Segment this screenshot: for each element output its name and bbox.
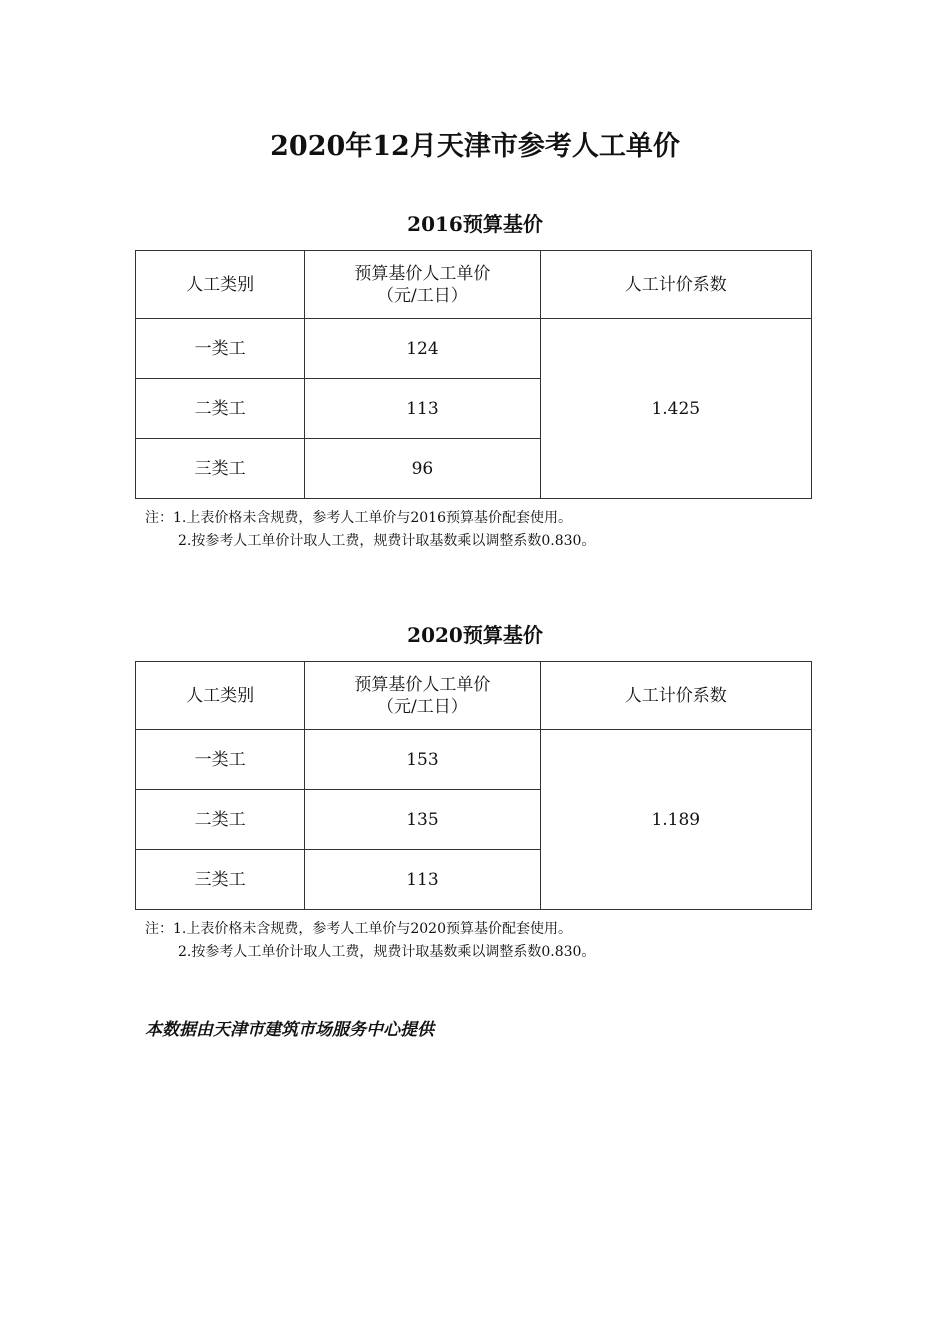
table-row [136, 319, 812, 379]
cell-price: 124 [305, 319, 540, 379]
cell-category: 二类工 [136, 790, 305, 850]
cell-category: 三类工 [136, 439, 305, 499]
note-line-1: 注：1.上表价格未含规费，参考人工单价与2020预算基价配套使用。 [145, 921, 572, 937]
cell-coefficient: 1.425 [540, 319, 811, 499]
note-line-2: 2.按参考人工单价计取人工费，规费计取基数乘以调整系数0.830。 [178, 533, 596, 549]
header-price-line1: 预算基价人工单价 [354, 674, 491, 695]
header-price-line2: （元/工日） [377, 696, 468, 717]
header-coefficient: 人工计价系数 [540, 251, 811, 319]
cell-coefficient: 1.189 [540, 730, 811, 910]
price-table-2016 [135, 250, 812, 499]
section-2020-heading: 2020预算基价 [407, 623, 543, 647]
section-2016-heading: 2016预算基价 [407, 212, 543, 236]
note-line-1: 注：1.上表价格未含规费，参考人工单价与2016预算基价配套使用。 [145, 510, 572, 526]
notes-2020 [145, 918, 845, 964]
notes-2016 [145, 507, 845, 553]
table-header-row [136, 251, 812, 319]
header-price-line1: 预算基价人工单价 [354, 263, 491, 284]
cell-price: 153 [305, 730, 540, 790]
header-price-line2: （元/工日） [377, 285, 468, 306]
cell-price: 135 [305, 790, 540, 850]
header-coefficient: 人工计价系数 [540, 662, 811, 730]
header-price [305, 662, 540, 730]
table-header-row [136, 662, 812, 730]
cell-category: 一类工 [136, 730, 305, 790]
header-category: 人工类别 [136, 662, 305, 730]
header-price [305, 251, 540, 319]
data-source-note: 本数据由天津市建筑市场服务中心提供 [145, 1020, 434, 1040]
cell-category: 一类工 [136, 319, 305, 379]
note-line-2: 2.按参考人工单价计取人工费，规费计取基数乘以调整系数0.830。 [178, 944, 596, 960]
cell-category: 二类工 [136, 379, 305, 439]
cell-price: 113 [305, 379, 540, 439]
document-title: 2020年12月天津市参考人工单价 [270, 131, 680, 162]
cell-price: 113 [305, 850, 540, 910]
cell-category: 三类工 [136, 850, 305, 910]
header-category: 人工类别 [136, 251, 305, 319]
price-table-2020 [135, 661, 812, 910]
table-row [136, 730, 812, 790]
cell-price: 96 [305, 439, 540, 499]
